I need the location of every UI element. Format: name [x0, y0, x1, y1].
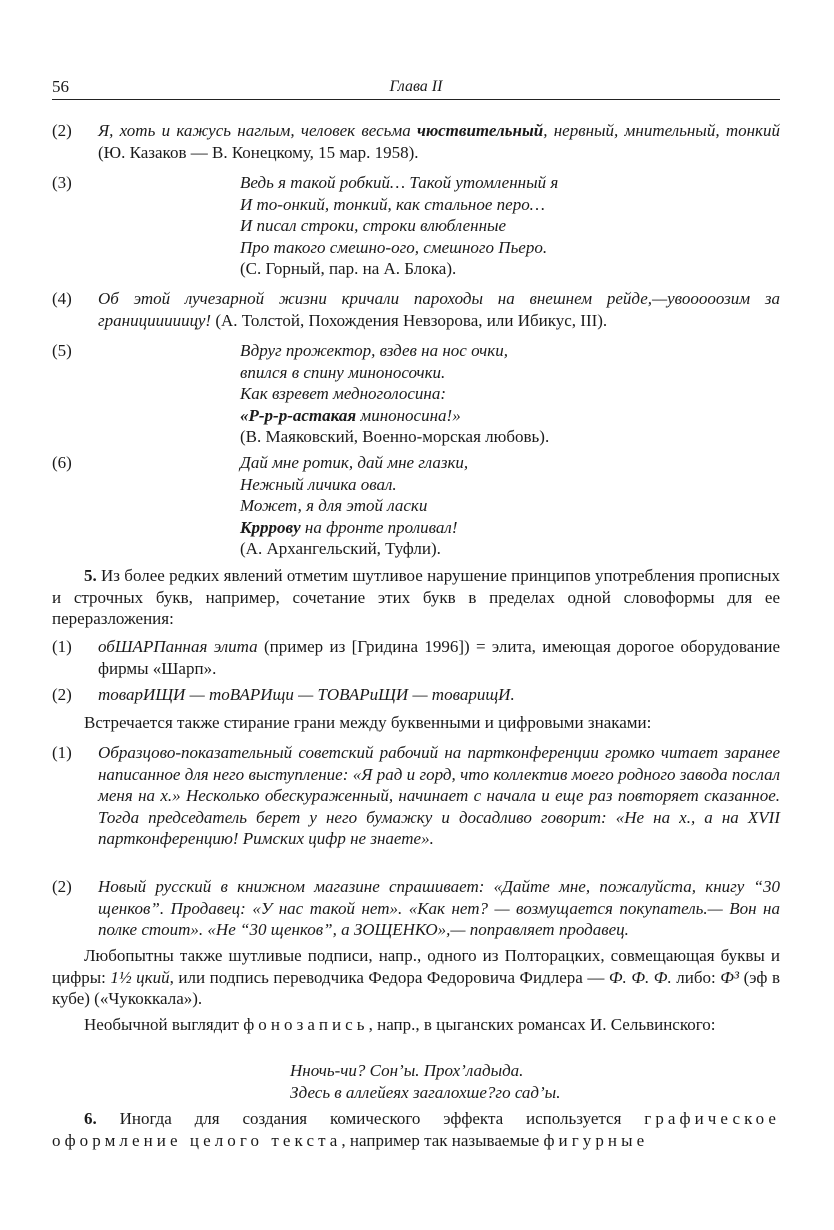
- verse-line: Про такого смешно-ого, смешного Пьеро.: [240, 237, 548, 257]
- header-rule: [52, 99, 780, 100]
- paragraph-phono: Необычной выглядит фонозапись, напр., в цыганских романсах И. Сельвинского:: [84, 1015, 716, 1034]
- example-number: (6): [52, 453, 72, 472]
- verse-line: И писал строки, строки влюбленные: [240, 216, 507, 235]
- example-text: Об этой лучезарной жизни кричали пароходы на внешнем рейде,—увоооoозим за границииииицу! (А. Толстой, Похождения Невзорова, или Ибикус, III).: [98, 289, 780, 330]
- phono-example: [290, 1060, 560, 1103]
- verse-line: Ведь я такой робкий… Такой утомленный я: [240, 173, 559, 192]
- verse-line: Дай мне ротик, дай мне глазки,: [240, 453, 469, 472]
- example-30-puppies: [52, 876, 780, 941]
- example-text: товарИЩИ — тоВАРИщи — ТОВАРиЩИ — товарищИ.: [98, 685, 515, 704]
- example-shtarp: [52, 636, 780, 679]
- example-tovarishchi: [52, 684, 780, 706]
- example-roman-digits: [52, 742, 780, 850]
- example-number: (1): [52, 637, 72, 656]
- verse-line: Может, я для этой ласки: [240, 496, 428, 515]
- page-header: [52, 76, 780, 98]
- example-text: Новый русский в книжном магазине спрашивает: «Дайте мне, пожалуйста, книгу “30 щенков”. Продавец: «У нас такой нет». «Как нет? — возмущается покупатель.— Вон на полке стоит». «Не “30 щенков”, а ЗОЩЕНКО»,— поправляет продавец.: [98, 877, 780, 939]
- example-text: обШАРПанная элита (пример из [Гридина 1996]) = элита, имеющая дорогое оборудование фирмы «Шарп».: [98, 637, 780, 678]
- page-number: 56: [52, 77, 69, 96]
- paragraph-digits: Встречается также стирание грани между буквенными и цифровыми знаками:: [84, 713, 652, 732]
- paragraph-6: 6. Иногда для создания комического эффекта используется графическое оформление целого текста, например так называемые фигурные: [52, 1109, 780, 1150]
- verse-line: Вдруг прожектор, вздев на нос очки,: [240, 341, 508, 360]
- phono-line: Нночь-чи? Сон’ы. Прох’ладыда.: [290, 1061, 524, 1080]
- paragraph-5: 5. Из более редких явлений отметим шутливое нарушение принципов употребления прописных и строчных букв, например, сочетание этих букв в пределах одной словоформы для ее переразложения:: [52, 566, 780, 628]
- running-head: Глава II: [389, 78, 443, 95]
- phono-line: Здесь в аллейеях загалохше?го сад’ы.: [290, 1082, 561, 1102]
- verse-line: Как взревет медноголосина:: [240, 384, 447, 403]
- paragraph-signatures: Любопытны также шутливые подписи, напр., одного из Полторацких, совмещающая буквы и цифры: 1½ цкий, или подпись переводчика Федора Федоровича Фидлера — Ф. Ф. Ф. либо: Ф³ (эф в кубе) («Чукоккала»).: [52, 946, 781, 1008]
- verse-arkhangelsky: [240, 452, 468, 560]
- example-text: Образцово-показательный советский рабочий на партконференции громко читает заранее написанное для него выступление: «Я рад и горд, что коллектив моего родного завода послал меня на х.» Несколько обескураженный, начинает с начала и еще раз повторяет сказанное. Тогда председатель берет у него бумажку и досадливо говорит: «Не на х., а на XVII партконференцию! Римских цифр не знаете».: [98, 743, 780, 848]
- verse-source: (С. Горный, пар. на А. Блока).: [240, 259, 457, 278]
- verse-mayakovsky: [240, 340, 549, 448]
- example-number: (3): [52, 173, 72, 192]
- verse-source: (В. Маяковский, Военно-морская любовь).: [240, 427, 550, 446]
- verse-line: Нежный личика овал.: [240, 474, 397, 494]
- example-text: Я, хоть и кажусь наглым, человек весьма чюствительный, нервный, мнительный, тонкий (Ю. Казаков — В. Конецкому, 15 мар. 1958).: [98, 121, 780, 162]
- verse-line: «Р-р-р-астакая миноносина!»: [240, 405, 461, 425]
- example-4-steamers: [52, 288, 780, 331]
- verse-gorny: [240, 172, 558, 280]
- verse-line: Крррову на фронте проливал!: [240, 517, 458, 537]
- example-number: (2): [52, 121, 72, 140]
- example-number: (1): [52, 743, 72, 762]
- example-number: (4): [52, 289, 72, 308]
- example-number: (2): [52, 685, 72, 704]
- verse-line: И то-онкий, тонкий, как стальное перо…: [240, 194, 545, 214]
- verse-line: впился в спину миноносочки.: [240, 362, 446, 382]
- example-number: (2): [52, 877, 72, 896]
- verse-source: (А. Архангельский, Туфли).: [240, 539, 441, 558]
- example-number: (5): [52, 341, 72, 360]
- example-2-sensitive: [52, 120, 780, 163]
